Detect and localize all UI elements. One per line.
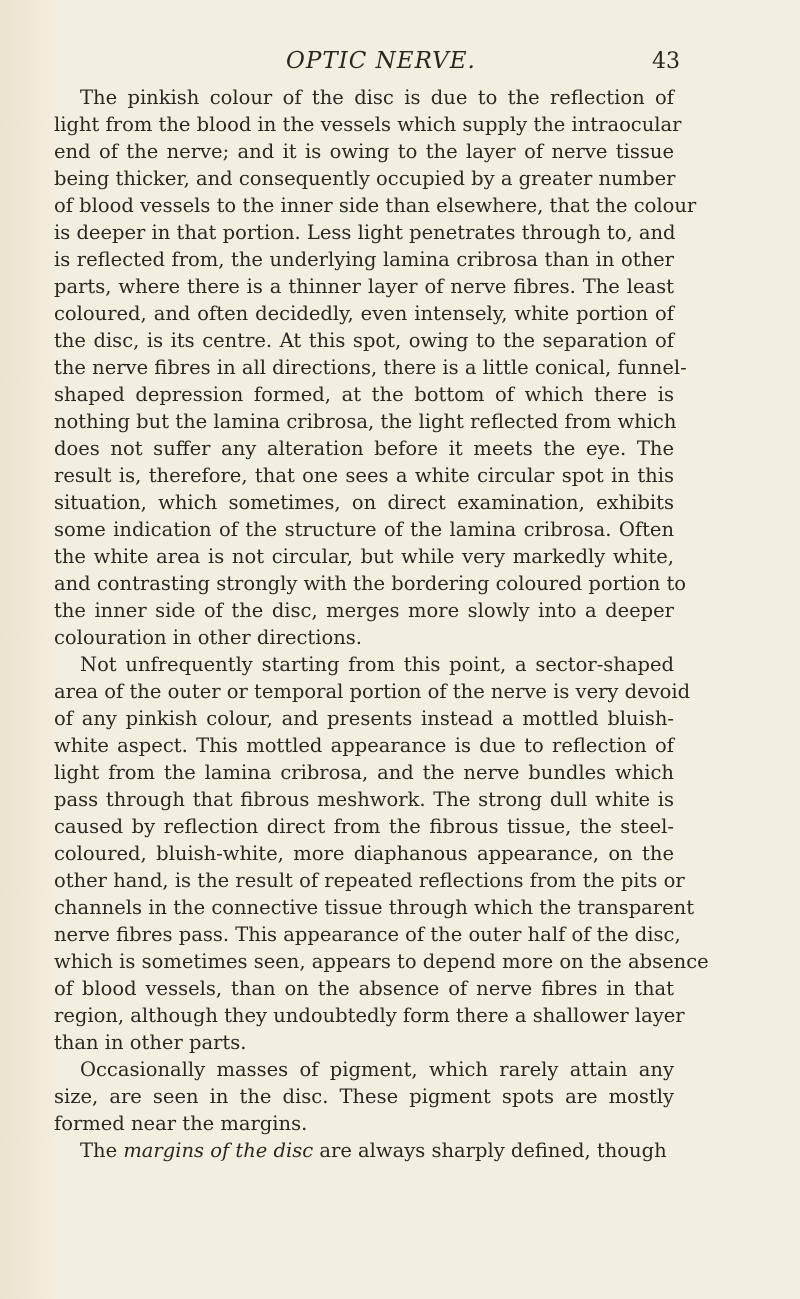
text-line: shaped depression formed, at the bottom of which there is xyxy=(54,383,674,406)
text-line: does not suffer any alteration before it meets the eye. The xyxy=(54,437,674,460)
text-line: caused by reflection direct from the fibrous tissue, the steel- xyxy=(54,815,674,838)
text-line: Occasionally masses of pigment, which rarely attain any xyxy=(80,1058,674,1081)
text-line-final xyxy=(54,1137,674,1164)
text-line: the white area is not circular, but while very markedly white, xyxy=(54,545,674,568)
text-line: is reflected from, the underlying lamina cribrosa than in other xyxy=(54,248,674,271)
text-line: coloured, and often decidedly, even intensely, white portion of xyxy=(54,302,674,325)
text-line: is deeper in that portion. Less light penetrates through to, and xyxy=(54,221,676,244)
text-line: area of the outer or temporal portion of the nerve is very devoid xyxy=(54,680,691,703)
text-line: the disc, is its centre. At this spot, owing to the separation of xyxy=(54,329,674,352)
text-line: light from the lamina cribrosa, and the nerve bundles which xyxy=(54,761,674,784)
text-line: being thicker, and consequently occupied by a greater number xyxy=(54,167,676,190)
text-line: and contrasting strongly with the bordering coloured portion to xyxy=(54,572,687,595)
running-title: OPTIC NERVE. xyxy=(286,48,476,74)
text-line: The pinkish colour of the disc is due to the reflection of xyxy=(80,86,674,109)
text-line: nerve fibres pass. This appearance of the outer half of the disc, xyxy=(54,923,681,946)
text-line: situation, which sometimes, on direct examination, exhibits xyxy=(54,491,674,514)
text-line: end of the nerve; and it is owing to the layer of nerve tissue xyxy=(54,140,674,163)
body-text xyxy=(54,84,709,1164)
text-line: of blood vessels to the inner side than elsewhere, that the colour xyxy=(54,194,697,217)
text-line: formed near the margins. xyxy=(54,1112,308,1135)
text-line: region, although they undoubtedly form there a shallower layer xyxy=(54,1004,685,1027)
text-line: colouration in other directions. xyxy=(54,626,362,649)
text-line: white aspect. This mottled appearance is due to reflection of xyxy=(54,734,674,757)
italic-term: margins of the disc xyxy=(123,1139,314,1162)
text-line: Not unfrequently starting from this point, a sector-shaped xyxy=(80,653,674,676)
text-line: the inner side of the disc, merges more slowly into a deeper xyxy=(54,599,674,622)
text-line: which is sometimes seen, appears to depend more on the absence xyxy=(54,950,709,973)
text-line: the nerve fibres in all directions, there is a little conical, funnel- xyxy=(54,356,687,379)
text-line: channels in the connective tissue through which the transparent xyxy=(54,896,695,919)
text-line: other hand, is the result of repeated reflections from the pits or xyxy=(54,869,685,892)
page-number: 43 xyxy=(652,49,680,74)
text-line: of any pinkish colour, and presents instead a mottled bluish- xyxy=(54,707,674,730)
text-line: size, are seen in the disc. These pigment spots are mostly xyxy=(54,1085,674,1108)
text-line: light from the blood in the vessels which supply the intraocular xyxy=(54,113,682,136)
page-edge-shadow xyxy=(0,0,60,1299)
text-line: of blood vessels, than on the absence of nerve fibres in that xyxy=(54,977,674,1000)
text-line: than in other parts. xyxy=(54,1031,247,1054)
text-line: parts, where there is a thinner layer of nerve fibres. The least xyxy=(54,275,674,298)
text-line: pass through that fibrous meshwork. The strong dull white is xyxy=(54,788,674,811)
text-line: coloured, bluish-white, more diaphanous appearance, on the xyxy=(54,842,674,865)
final-line-trail: are always sharply defined, though xyxy=(313,1139,667,1162)
text-line: some indication of the structure of the lamina cribrosa. Often xyxy=(54,518,674,541)
final-line-lead: The xyxy=(80,1139,124,1162)
text-line: nothing but the lamina cribrosa, the light reflected from which xyxy=(54,410,677,433)
text-line: result is, therefore, that one sees a white circular spot in this xyxy=(54,464,674,487)
page-header xyxy=(0,48,800,78)
